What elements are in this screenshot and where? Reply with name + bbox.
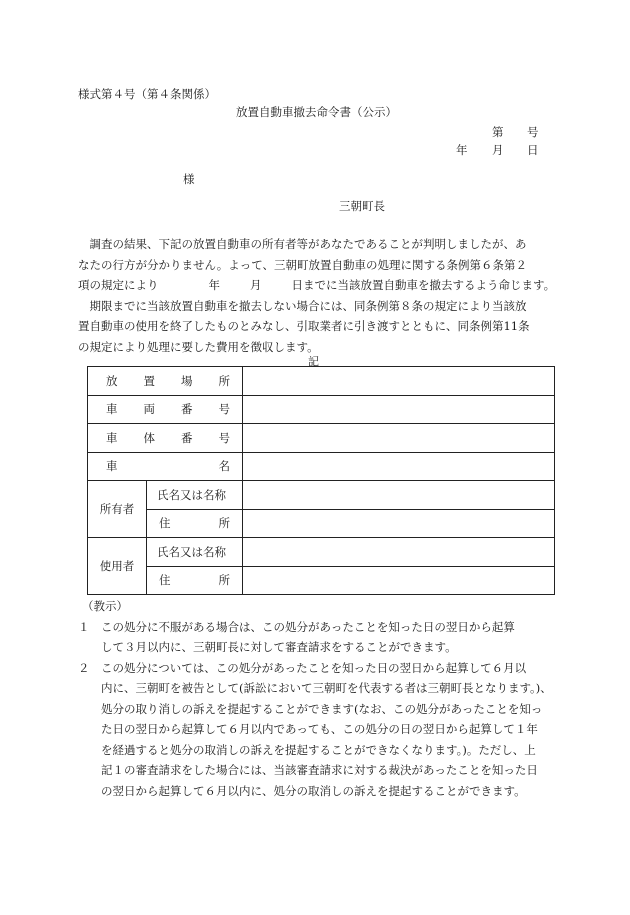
- label-char: 名: [218, 459, 230, 474]
- addressee: 様: [183, 172, 195, 186]
- label-car-name: [88, 452, 243, 481]
- notice-item-2: [78, 658, 556, 802]
- body-line: 期限までに当該放置自動車を撤去しない場合には、同条例第８条の規定により当該放: [89, 298, 527, 313]
- value-user-name: [243, 538, 555, 567]
- notice-line: 記１の審査請求をした場合には、当該審査請求に対する裁決があったことを知った日: [101, 763, 538, 777]
- label-reg-number: [88, 395, 243, 424]
- deadline-month: 月: [250, 278, 262, 292]
- label-body-number: [88, 424, 243, 453]
- value-owner-address: [243, 509, 555, 538]
- vehicle-record-table: [87, 366, 555, 595]
- form-id: 様式第４号（第４条関係）: [78, 87, 216, 101]
- date-year: 年: [456, 143, 468, 157]
- body-line: の規定により処理に要した費用を徴収します。: [78, 339, 319, 354]
- label-char: 所: [218, 573, 230, 588]
- notice-line: た日の翌日から起算して６月以内であっても、この処分の日の翌日から起算して１年: [101, 722, 538, 736]
- label-char: 住: [159, 573, 171, 588]
- label-user: 使用者: [88, 538, 147, 595]
- label-owner: 所有者: [88, 481, 147, 538]
- date-month: 月: [492, 143, 504, 157]
- label-char: 車: [106, 459, 118, 474]
- label-char: 号: [218, 430, 230, 445]
- document-title: 放置自動車撤去命令書（公示）: [236, 105, 397, 119]
- label-user-address: [147, 566, 243, 595]
- body-line-part: 項の規定により: [78, 278, 159, 292]
- value-location: [243, 367, 555, 396]
- notice-line: １ この処分に不服がある場合は、この処分があったことを知った日の翌日から起算: [78, 619, 515, 634]
- label-char: 場: [181, 373, 193, 388]
- body-line: 置自動車の使用を終了したものとみなし、引取業者に引き渡すとともに、同条例第11条: [78, 319, 530, 333]
- notice-line: して３月以内に、三朝町長に対して審査請求をすることができます。: [101, 640, 457, 654]
- order-body: [78, 234, 556, 357]
- label-char: 車: [106, 402, 118, 417]
- label-char: 所: [218, 516, 230, 531]
- notice-item-1: [78, 617, 556, 658]
- notice-line: ２ この処分については、この処分があったことを知った日の翌日から起算して６月以: [78, 660, 527, 675]
- label-char: 番: [181, 430, 193, 445]
- label-char: 体: [143, 430, 155, 445]
- value-body-number: [243, 424, 555, 453]
- label-char: 車: [106, 430, 118, 445]
- ki-mark: 記: [308, 355, 319, 368]
- label-char: 号: [218, 402, 230, 417]
- value-car-name: [243, 452, 555, 481]
- notice-line: 内に、三朝町を被告として(訴訟において三朝町を代表する者は三朝町長となります。)、: [101, 681, 552, 695]
- body-line: なたの行方が分かりません。よって、三朝町放置自動車の処理に関する条例第６条第２: [78, 257, 527, 272]
- label-char: 住: [159, 516, 171, 531]
- table-row: [88, 481, 555, 510]
- label-location: [88, 367, 243, 396]
- issuer: 三朝町長: [339, 199, 385, 213]
- body-line-part: 日までに当該放置自動車を撤去するよう命じます。: [291, 278, 556, 292]
- sub-label: 氏名又は名称: [157, 487, 226, 502]
- doc-number-suffix: 号: [527, 125, 539, 139]
- label-char: 放: [106, 373, 118, 388]
- date-day: 日: [527, 143, 539, 157]
- notice-line: を経過すると処分の取消しの訴えを提起することができなくなります。)。ただし、上: [101, 742, 536, 757]
- table-row: [88, 538, 555, 567]
- table-row: [88, 395, 555, 424]
- table-row: [88, 367, 555, 396]
- body-line: [78, 275, 556, 296]
- value-owner-name: [243, 481, 555, 510]
- doc-number-prefix: 第: [492, 125, 504, 139]
- label-char: 所: [218, 373, 230, 388]
- table-row: [88, 452, 555, 481]
- label-owner-address: [147, 509, 243, 538]
- body-line: 調査の結果、下記の放置自動車の所有者等があなたであることが判明しましたが、あ: [89, 237, 527, 251]
- table-row: [88, 424, 555, 453]
- value-reg-number: [243, 395, 555, 424]
- label-char: 置: [143, 373, 155, 388]
- sub-label: 氏名又は名称: [157, 544, 226, 559]
- notice-section: [78, 596, 556, 801]
- label-char: 番: [181, 402, 193, 417]
- label-char: 両: [143, 402, 155, 417]
- notice-line: 処分の取り消しの訴えを提起することができます(なお、この処分があったことを知っ: [101, 701, 543, 716]
- deadline-year: 年: [208, 278, 220, 292]
- notice-line: の翌日から起算して６月以内に、処分の取消しの訴えを提起することができます。: [101, 783, 526, 798]
- label-owner-name: [147, 481, 243, 510]
- table-row: [88, 566, 555, 595]
- label-user-name: [147, 538, 243, 567]
- notice-heading: （教示）: [82, 599, 128, 613]
- table-row: [88, 509, 555, 538]
- value-user-address: [243, 566, 555, 595]
